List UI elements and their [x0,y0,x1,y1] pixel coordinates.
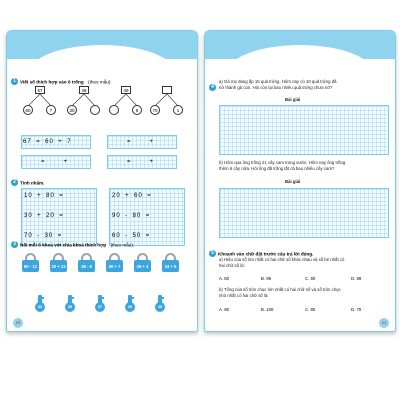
eq-operator: + [37,193,42,199]
solution-label: Bài giải [285,179,301,184]
eq-plus: + [63,159,69,165]
tree-right-circle[interactable]: 7 [46,105,56,115]
eq-term-b: 30 [44,233,54,239]
eq-term-b: 50 [132,233,142,239]
eq-term-a: 90 [112,213,121,219]
tree-left-circle[interactable]: 30 [67,105,77,115]
eq-term-b: 20 [46,213,55,219]
eq-term-c: 7 [67,139,72,145]
page-top-band [7,31,197,59]
eq-plus: + [149,159,155,165]
q5a-text [219,257,391,268]
tree-right-circle[interactable]: 9 [132,105,142,115]
answer-option[interactable]: B. 100 [261,307,274,312]
q5a-line: a) Hiệu của số lớn nhất có hai chữ số khác nhau và số bé nhất có [219,257,345,262]
key-label: 29 [125,302,135,312]
answer-grid[interactable] [219,105,389,155]
lock[interactable]: 26 + 3 [134,260,151,272]
key-label: 33 [35,302,45,312]
right-page [204,30,396,332]
q5b-text [219,287,391,298]
workbook-spread [6,30,394,340]
eq-term-b: 80 [132,213,142,219]
lock[interactable]: 60 - 12 [22,260,39,272]
eq-operator: - [125,213,129,219]
tree-right-circle[interactable] [90,105,100,115]
eq-term-a: 20 [112,193,121,199]
answer-option[interactable]: B. 99 [261,276,272,281]
eq-plus: + [149,139,155,145]
q4-number: 4 [209,84,216,91]
answer-option[interactable]: A. 80 [219,276,230,281]
eq-operator: - [37,233,41,239]
key-label: 37 [95,302,105,312]
eq-equals: = [59,213,64,219]
q3-hint: (theo mẫu): [110,242,135,248]
eq-operator: - [125,233,129,239]
q3-header [11,236,134,254]
q2-title: Tính nhẩm. [20,180,45,186]
eq-equals: = [127,159,132,165]
answer-grid[interactable] [219,188,389,238]
eq-term-b: 60 [45,139,54,145]
eq-equals: = [59,193,64,199]
eq-equals: = [127,139,132,145]
key[interactable] [65,295,71,312]
answer-option[interactable]: A. 90 [219,307,230,312]
eq-term-a: 10 [24,193,33,199]
key-label: 39 [65,302,75,312]
lock[interactable]: 30 + 7 [106,260,123,272]
answer-option[interactable]: D. 99 [351,276,362,281]
eq-equals: = [145,233,151,239]
eq-operator: + [125,193,130,199]
q3-title: Nối mỗi ổ khoá với chìa khoá thích hợp [20,242,107,248]
tree-right-circle[interactable]: 1 [173,105,183,115]
q4b-text [219,160,391,171]
tree-left-circle[interactable]: 70 [150,105,160,115]
q2-number: 2 [11,179,18,186]
number-tree [150,86,190,118]
eq-term-a: 30 [24,213,33,219]
q4b-line: thêm 6 cây nữa. Hỏi ông đã trồng tất cả bao nhiêu cây cam? [219,165,335,171]
key[interactable] [155,295,161,312]
tree-top-box[interactable]: 49 [121,86,131,94]
eq-equals: = [41,159,46,165]
tree-top-box[interactable]: 67 [35,86,45,94]
q5b-line: b) Tổng của số tròn chục lớn nhất có hai chữ số và số tròn chục [219,287,341,292]
key[interactable] [125,295,131,312]
eq-term-a: 70 [24,233,33,239]
page-top-band [205,31,395,59]
q5b-line: nhỏ nhất có hai chữ số là: [219,292,269,298]
q4a-line: a) Gà mẹ đang ấp 15 quả trứng. Hôm nay có 10 quả trứng đã [219,79,337,84]
eq-term-a: 60 [112,233,121,239]
left-page [6,30,198,332]
number-tree [109,86,149,118]
q5a-line: hai chữ số là: [219,262,245,268]
key-label: 48 [155,302,165,312]
eq-term-b: 60 [134,193,143,199]
tree-left-circle[interactable]: 60 [23,105,33,115]
lock[interactable]: 20 + 13 [50,260,67,272]
lock[interactable]: 38 - 9 [78,260,95,272]
page-number: 10 [13,318,23,328]
q5-title: Khoanh vào chữ đặt trước câu trả lời đúng. [218,251,314,257]
answer-option[interactable]: C. 80 [305,307,316,312]
page-number: 11 [379,318,389,328]
lock[interactable]: 34 + 5 [162,260,179,272]
eq-operator: + [37,213,42,219]
number-tree [67,86,107,118]
q1-title: Viết số thích hợp vào ô trống [20,79,84,85]
eq-term-a: 67 [23,139,32,145]
eq-equals: = [147,193,152,199]
q3-number: 3 [11,241,18,248]
eq-equals: = [145,213,151,219]
key[interactable] [35,295,41,312]
solution-label: Bài giải [285,97,301,102]
key[interactable] [95,295,101,312]
eq-plus: + [58,139,63,145]
q4a-text [219,79,391,90]
eq-term-b: 80 [46,193,55,199]
tree-left-circle[interactable] [109,105,119,115]
q1-number: 1 [11,78,18,85]
answer-option[interactable]: D. 70 [351,307,362,312]
q4b-line: b) Hôm qua ông trồng 21 cây cam trong vườn. Hôm nay ông trồng [219,160,346,165]
tree-top-box[interactable]: 38 [79,86,89,94]
number-tree [23,86,63,118]
q5-number: 5 [209,250,216,257]
answer-option[interactable]: C. 90 [305,276,316,281]
q4a-line: nở thành gà con. Hỏi còn lại bao nhiêu quả trứng chưa nở? [219,84,333,90]
eq-equals: = [36,139,41,145]
eq-equals: = [57,233,63,239]
q1-hint: (theo mẫu): [88,79,112,85]
